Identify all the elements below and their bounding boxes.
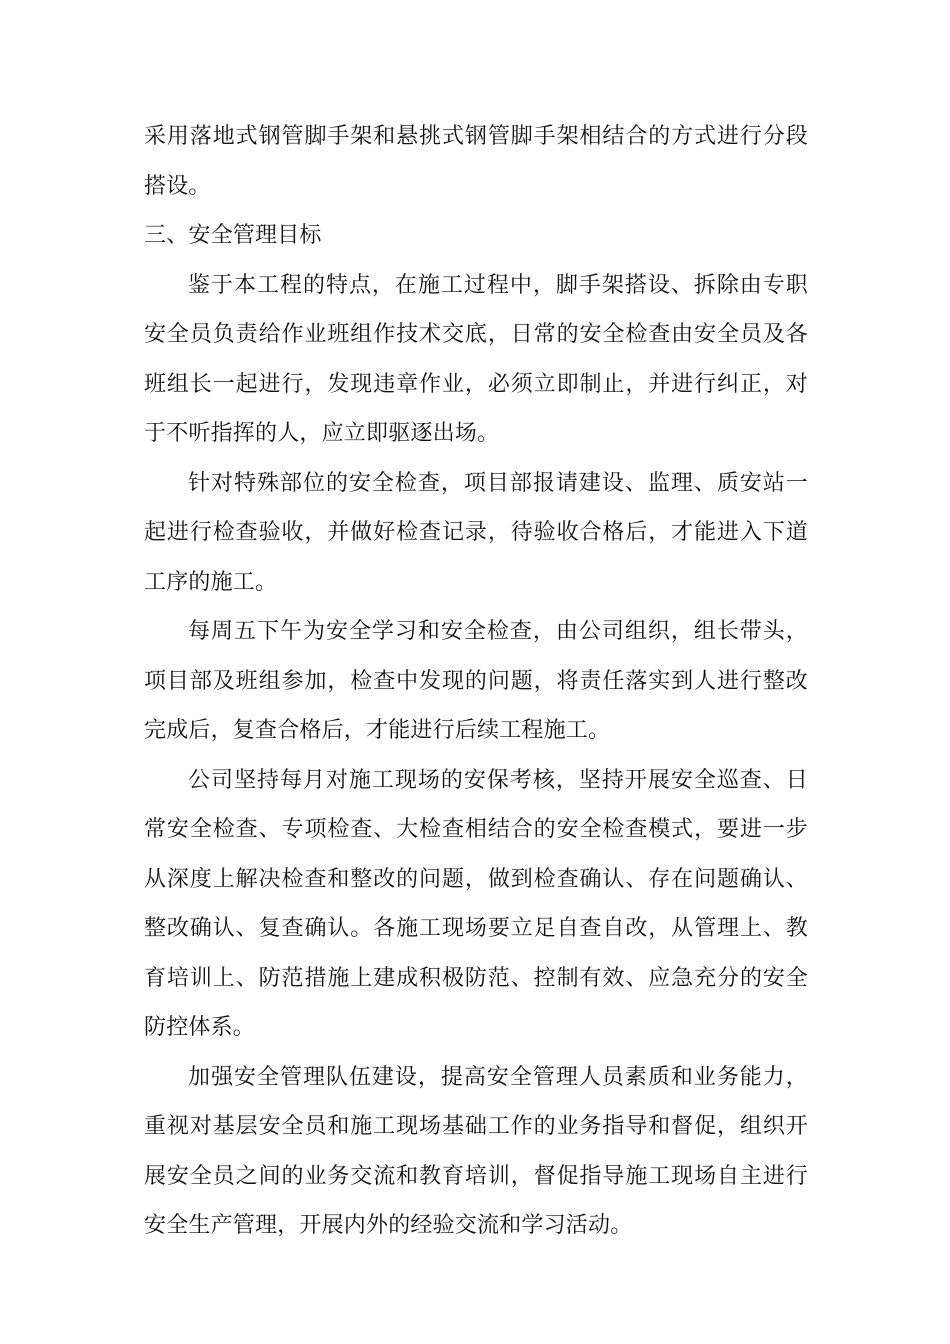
paragraph-body: 公司坚持每月对施工现场的安保考核，坚持开展安全巡查、日常安全检查、专项检查、大检查相结合的安全检查模式，要进一步从深度上解决检查和整改的问题，做到检查确认、存在问题确认、整改确认、复查确认。各施工现场要立足自查自改，从管理上、教育培训上、防范措施上建成积极防范、控制有效、应急充分的安全防控体系。	[144, 767, 808, 1040]
document-body	[144, 112, 808, 1251]
paragraph-body: 每周五下午为安全学习和安全检查，由公司组织，组长带头，项目部及班组参加，检查中发现的问题，将责任落实到人进行整改完成后，复查合格后，才能进行后续工程施工。	[144, 619, 808, 743]
paragraph-continuation: 采用落地式钢管脚手架和悬挑式钢管脚手架相结合的方式进行分段搭设。	[144, 124, 808, 199]
paragraph-body: 鉴于本工程的特点，在施工过程中，脚手架搭设、拆除由专职安全员负责给作业班组作技术交底，日常的安全检查由安全员及各班组长一起进行，发现违章作业，必须立即制止，并进行纠正，对于不听指挥的人，应立即驱逐出场。	[144, 272, 808, 446]
paragraph-body: 加强安全管理队伍建设，提高安全管理人员素质和业务能力，重视对基层安全员和施工现场基础工作的业务指导和督促，组织开展安全员之间的业务交流和教育培训，督促指导施工现场自主进行安全生产管理，开展内外的经验交流和学习活动。	[144, 1064, 808, 1238]
paragraph-body: 针对特殊部位的安全检查，项目部报请建设、监理、质安站一起进行检查验收，并做好检查记录，待验收合格后，才能进入下道工序的施工。	[144, 470, 808, 595]
section-heading: 三、安全管理目标	[144, 223, 322, 248]
